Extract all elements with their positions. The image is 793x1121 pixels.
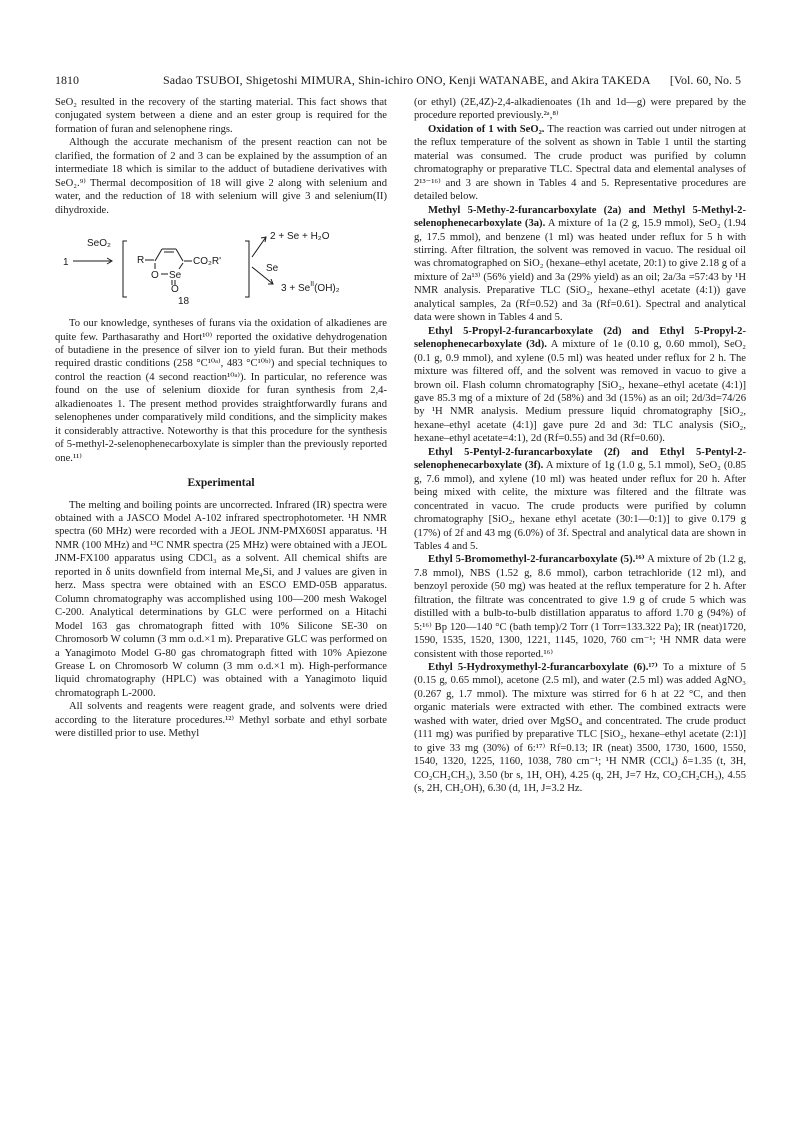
paragraph: All solvents and reagents were reagent grade, and solvents were dried according to the literature procedures.¹²⁾ Methyl sorbate and ethyl sorbate were distilled prior to use. Methyl xyxy=(55,701,387,740)
run-in-heading: Ethyl 5-Bromomethyl-2-furancarboxylate (5).¹⁶⁾ xyxy=(428,554,645,566)
ring-oxygen: O xyxy=(151,270,159,282)
ester-group: CO₂R' xyxy=(193,256,222,268)
reaction-scheme xyxy=(55,227,387,305)
product-1: 2 + Se + H₂O xyxy=(270,231,330,243)
run-in-heading: Ethyl 5-Hydroxymethyl-2-furancarboxylate (6).¹⁷⁾ xyxy=(428,662,658,674)
run-in-heading: Methyl 5-Methy-2-furancarboxylate (2a) and Methyl 5-Methyl-2-selenophenecarboxylate (3a). xyxy=(414,204,746,230)
run-in-heading: Ethyl 5-Pentyl-2-furancarboxylate (2f) and Ethyl 5-Pentyl-2-selenophenecarboxylate (3f). xyxy=(414,446,746,472)
paragraph: To our knowledge, syntheses of furans via the oxidation of alkadienes are quite few. Parthasarathy and Hort¹⁰⁾ reported the oxidative dehydrogenation of butadiene in the presence of silver ion to yield furan. But their methods required drastic conditions (258 °C¹⁰ᵃ⁾, 483 °C¹⁰ᵇ⁾) and special techniques to control the reaction (4 second reaction¹⁰ᵃ⁾). In particular, no reference was found on the use of selenium dioxide for furan synthesis from 2,4-alkadienoates 1. The present method provides straightforwardly furans and selenophenes under comparatively mild conditions, and the simplicity makes it considerably attractive. Noteworthy is that this procedure for the synthesis of 5-methyl-2-selenophenecarboxylate is simpler than the previously reported one.¹¹⁾ xyxy=(55,318,387,464)
paragraph: Methyl 5-Methy-2-furancarboxylate (2a) and Methyl 5-Methyl-2-selenophenecarboxylate (3a). A mixture of 1a (2 g, 15.9 mmol), SeO₂ (1.94 g, 17.5 mmol), and benzene (1 ml) was heated under reflux for 5 h with stirring. After filtration, the solvent was removed in vacuo. The residual oil was chromatographed on SiO₂ (hexane–ethyl acetate, 20:1) to give 2.18 g of a mixture of 2a¹³⁾ (56% yield) and 3a (29% yield) as an oil; 2a/3a =57:43 by ¹H NMR analysis. Preparative TLC (SiO₂, hexane–ethyl acetate (4:1)) gave analytical samples, 2a (Rf=0.52) and 3a (Rf=0.61). Spectral and analytical data were shown in Tables 4 and 5. xyxy=(414,204,747,324)
paragraph: SeO₂ resulted in the recovery of the starting material. This fact shows that conjugated system between a diene and an ester group is required for the formation of furan and selenophene rings. xyxy=(55,97,387,135)
bracket-right xyxy=(245,241,249,297)
paragraph: Ethyl 5-Pentyl-2-furancarboxylate (2f) and Ethyl 5-Pentyl-2-selenophenecarboxylate (3f). A mixture of 1g (1.0 g, 5.1 mmol), SeO₂ (0.85 g, 7.6 mmol), and xylene (10 ml) was heated under reflux for 20 h. After being mixed with celite, the mixture was filtered and the filtrate was concentrated in vacuo. The crude products were purified by column chromatography [SiO₂, hexane ethyl acetate (30:1—0:1)] to give 0.179 g (17%) of 2f and 43 mg (6.0%) of 3f. Spectral and analytical data are shown in Tables 4 and 5. xyxy=(414,446,746,552)
right-column xyxy=(414,96,746,796)
paragraph: Ethyl 5-Bromomethyl-2-furancarboxylate (5).¹⁶⁾ A mixture of 2b (1.2 g, 7.8 mmol), NBS (1.52 g, 8.6 mmol), carbon tetrachloride (12 ml), and benzoyl peroxide (50 mg) was heated at the reflux temperature for 2 h. After filtration, the filtrate was concentrated to give 1.9 g of crude 5 which was distilled with a bulb-to-bulb distillation apparatus to afford 1.70 g (94%) of 5:¹⁶⁾ Bp 120—140 °C (bath temp)/2 Torr (1 Torr=133.322 Pa); IR (neat)1720, 1590, 1535, 1520, 1300, 1221, 1145, 1020, 760 cm⁻¹; ¹H NMR data were consistent with those reported.¹⁶⁾ xyxy=(414,554,746,660)
reagent-label: SeO₂ xyxy=(87,238,111,250)
second-reagent: Se xyxy=(266,263,279,275)
bracket-left xyxy=(123,241,127,297)
paragraph: Ethyl 5-Propyl-2-furancarboxylate (2d) and Ethyl 5-Propyl-2-selenophenecarboxylate (3d). A mixture of 1e (0.10 g, 0.60 mmol), SeO₂ (0.1 g, 0.9 mmol), and xylene (0.5 ml) was heated under reflux for 2 h. The mixture was filtered off, and the solvent was removed in vacuo to give a brown oil. Flash column chromatography [SiO₂, hexane–ethyl acetate (4:1)] gave 85.3 mg of a mixture of 2d (58%) and 3d (15%) as an oil; 2d/3d=74/26 by ¹H NMR analysis. Medium pressure liquid chromatography [SiO₂, hexane–ethyl acetate (4:1)] gave pure 2d and 3d: TLC analysis (SiO₂, hexane–ethyl acetate=4:1), 2d (Rf=0.55) and 3d (Rf=0.60). xyxy=(414,325,746,445)
volume-issue: [Vol. 60, No. 5 xyxy=(669,73,741,87)
page-number: 1810 xyxy=(55,73,79,87)
paragraph: Ethyl 5-Hydroxymethyl-2-furancarboxylate (6).¹⁷⁾ To a mixture of 5 (0.15 g, 0.65 mmol), acetone (2.5 ml), and water (2.5 ml) was added AgNO₃ (0.267 g, 1.7 mmol). The mixture was stirred for 6 h at 22 °C, and then organic materials were extracted with ether. The combined extracts were washed with water, dried over MgSO₄ and concentrated. The crude product (111 mg) was purified by preparative TLC [SiO₂, hexane–ethyl acetate (2:1)] to give 33 mg (30%) of 6:¹⁷⁾ Rf=0.13; IR (neat) 3500, 1730, 1600, 1550, 1540, 1320, 1225, 1160, 1038, 780 cm⁻¹; ¹H NMR (CCl₄) δ=1.35 (t, 3H, CO₂CH₂CH₃), 3.50 (br s, 1H, OH), 4.25 (q, 2H, J=7 Hz, CO₂CH₂CH₃), 4.55 (s, 2H, CH₂OH), 6.30 (d, 1H, J=3.2 Hz. xyxy=(414,662,746,795)
ring-bond xyxy=(176,249,183,261)
ring-bond xyxy=(155,249,162,261)
oxo-oxygen: O xyxy=(171,284,179,296)
ring-selenium: Se xyxy=(169,270,182,282)
r-group: R xyxy=(137,255,145,267)
run-in-heading: Oxidation of 1 with SeO₂. xyxy=(428,123,545,135)
paragraph: The melting and boiling points are uncorrected. Infrared (IR) spectra were obtained with a JASCO Model A-102 infrared spectrophotometer. ¹H NMR spectra (60 MHz) were recorded with a JEOL JNM-PMX60SI apparatus. ¹H NMR (100 MHz) and ¹³C NMR spectra (25 MHz) were obtained with a JEOL JNM-FX100 apparatus using CDCl₃ as a solvent. All chemical shifts are reported in δ units downfield from internal Me₄Si, and J values are given in herz. Mass spectra were obtained with an ESCO EMD-05B apparatus. Column chromatography was accomplished using 100—200 mesh Wakogel C-200. Analytical determinations by GLC were performed on a Hitachi Model 163 gas chromatograph fitted with 10% Silicone SE-30 on Chromosorb W column (3 mm o.d.×1 m). Preparative GLC was performed on a Yanagimoto Model G-80 gas chromatograph fitted with 10% Apiezone Grease L on Chromosorb W column (3 mm o.d.×1 m). High-performance liquid chromatography (HPLC) was obtained with a Yanagimoto liquid chromatograph L-2000. xyxy=(55,499,387,699)
scheme-drawing xyxy=(55,227,387,305)
product-arrow-line xyxy=(252,237,266,257)
intermediate-number: 18 xyxy=(178,296,190,306)
start-compound: 1 xyxy=(63,257,69,269)
run-in-heading: Ethyl 5-Propyl-2-furancarboxylate (2d) and Ethyl 5-Propyl-2-selenophenecarboxylate (3d). xyxy=(414,325,746,351)
ring-bond xyxy=(179,263,183,269)
paragraph: (or ethyl) (2E,4Z)-2,4-alkadienoates (1h and 1d—g) were prepared by the procedure reported previously.²ᵃ,⁸⁾ xyxy=(414,97,746,122)
paragraph: Oxidation of 1 with SeO₂. The reaction was carried out under nitrogen at the reflux temperature of the solvent as shown in Table 1 until the starting material was consumed. The crude product was purified by column chromatography or preparative TLC. Spectral data and elemental analyses of 2¹³⁻¹⁶⁾ and 3 are shown in Tables 4 and 5. Representative procedures are detailed below. xyxy=(414,123,746,203)
author-line: Sadao TSUBOI, Shigetoshi MIMURA, Shin-ichiro ONO, Kenji WATANABE, and Akira TAKEDA xyxy=(163,73,651,87)
product-2: $3 + Se^{II}(OH)_2$ xyxy=(281,281,340,295)
section-heading: Experimental xyxy=(187,477,255,490)
paragraph: Although the accurate mechanism of the present reaction can not be clarified, the formation of 2 and 3 can be explained by the assumption of an intermediate 18 which is similar to the adduct of butadiene derivatives with SeO₂.⁹⁾ Thermal decomposition of 18 will give 2 along with selenium and water, and the reduction of 18 with selenium will give 3 and selenium(II) dihydroxide. xyxy=(55,137,387,216)
left-column xyxy=(55,96,387,741)
running-header xyxy=(55,73,741,89)
